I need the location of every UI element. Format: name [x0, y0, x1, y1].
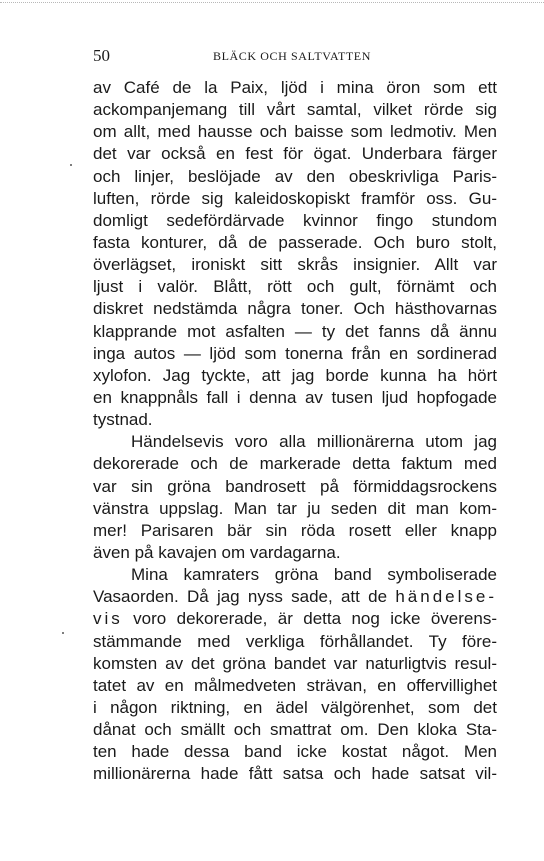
text-line: det var också en fest för ögat. Underbara färger	[93, 144, 497, 164]
text-line: xylofon. Jag tyckte, att jag borde kunna ha hört	[93, 365, 497, 385]
text-line: fasta konturer, då de passerade. Och buro stolt,	[93, 232, 497, 252]
body-text	[93, 77, 497, 786]
text-line: och linjer, beslöjade av den obeskrivliga Paris-	[93, 166, 497, 186]
text-line: om allt, med hausse och baisse som ledmotiv. Men	[93, 122, 497, 142]
text-run: voro dekorerade, är detta nog icke överens-	[122, 609, 497, 629]
text-line-paragraph-end: tystnad.	[93, 410, 153, 430]
margin-speck	[70, 164, 72, 166]
text-line: diskret nedstämda några toner. Och hästhovarnas	[93, 299, 497, 319]
text-line: en knappnåls fall i denna av tusen ljud hopfogade	[93, 387, 497, 407]
top-edge-rule	[0, 2, 544, 3]
running-title: BLÄCK OCH SALTVATTEN	[212, 49, 371, 63]
text-line: ackompanjemang till vårt samtal, vilket rörde sig	[93, 100, 497, 120]
text-run: Vasaorden. Då jag nyss sade, att de	[93, 587, 396, 607]
text-line-paragraph-end: även på kavajen om vardagarna.	[93, 542, 341, 562]
text-line: i någon riktning, en ädel välgörenhet, som det	[93, 697, 497, 717]
text-line: inga autos — ljöd som tonerna från en sordinerad	[93, 343, 497, 363]
text-line: stämmande med verkliga förhållandet. Ty före-	[93, 631, 497, 651]
text-line: var sin gröna bandrosett på förmiddagsrockens	[93, 476, 497, 496]
text-line: millionärerna hade fått satsa och hade satsat vil-	[93, 764, 497, 784]
text-line: vänstra uppslag. Man tar ju seden dit man kom-	[93, 498, 497, 518]
text-line: dånat och smällt och smattrat om. Den kloka Sta-	[93, 720, 497, 740]
text-line-paragraph-start: Händelsevis voro alla millionärerna utom jag	[131, 432, 497, 452]
text-line-vasaorden	[93, 586, 497, 608]
text-line: domligt sedefördärvade kvinnor fingo stundom	[93, 210, 497, 230]
margin-speck	[62, 632, 64, 634]
text-line: luften, rörde sig kaleidoskopiskt framför oss. Gu-	[93, 188, 497, 208]
text-line: dekorerade och de markerade detta faktum med	[93, 454, 497, 474]
spaced-emphasis: vis	[93, 609, 123, 629]
text-line: ten hade dessa band icke kostat något. Men	[93, 742, 497, 762]
text-line: mer! Parisaren bär sin röda rosett eller knapp	[93, 520, 497, 540]
text-line: klapprande mot asfalten — ty det fanns då ännu	[93, 321, 497, 341]
spaced-emphasis: händelse-	[395, 587, 497, 607]
text-line: komsten av det gröna bandet var naturligtvis resul-	[93, 653, 497, 673]
text-line: ljust i valör. Blått, rött och gult, förnämt och	[93, 277, 497, 297]
running-head	[82, 46, 502, 66]
text-line: överlägset, ironiskt sitt skrås insignier. Allt var	[93, 255, 497, 275]
page-number: 50	[93, 46, 110, 65]
text-line: av Café de la Paix, ljöd i mina öron som ett	[93, 78, 497, 97]
text-line-paragraph-start: Mina kamraters gröna band symboliserade	[131, 565, 497, 585]
text-line-spaced	[93, 608, 497, 630]
text-line: tatet av en målmedveten strävan, en offervillighet	[93, 675, 497, 695]
